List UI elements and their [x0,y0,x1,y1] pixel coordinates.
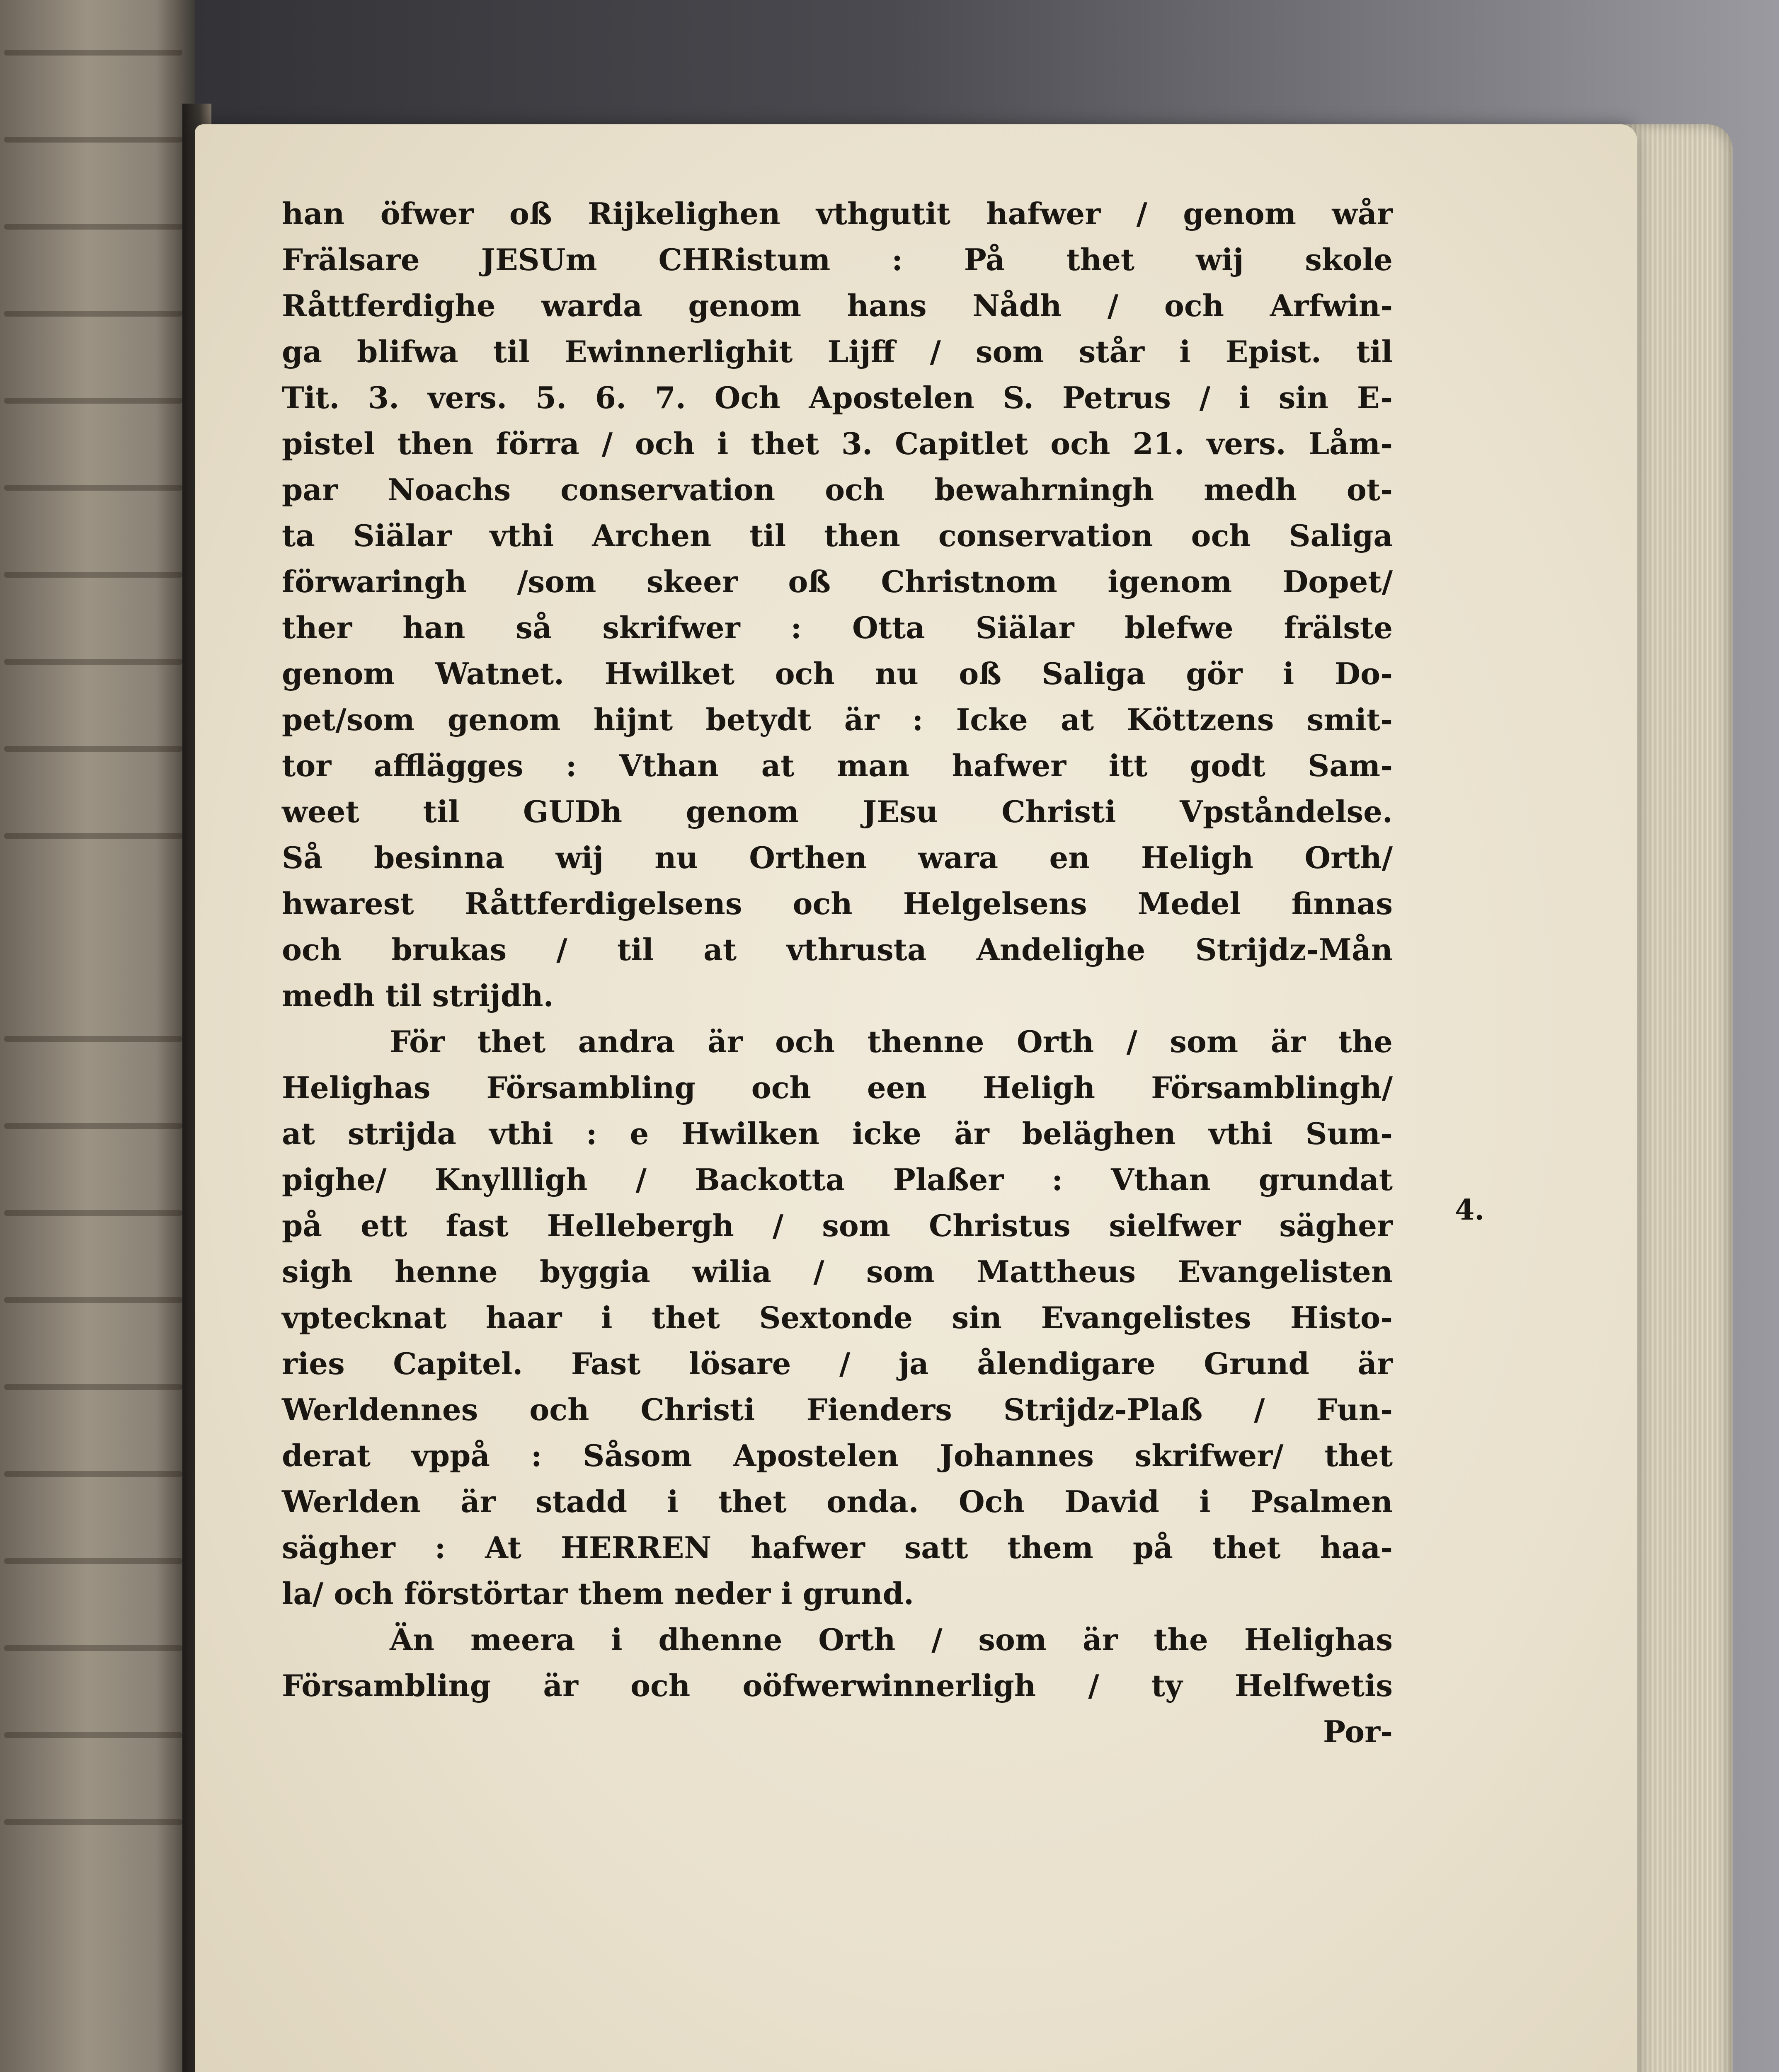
text-line: Försambling är och oöfwerwinnerligh / ty Helfwetis [282,1668,1393,1703]
text-line: la/ och förstörtar them neder i grund. [282,1576,914,1611]
text-line: weet til GUDh genom JEsu Christi Vpståndelse. [282,794,1393,829]
text-line: par Noachs conservation och bewahrningh medh ot- [282,472,1393,507]
text-line: och brukas / til at vthrusta Andelighe Strijdz-Mån [282,932,1393,967]
text-line: Än meera i dhenne Orth / som är the Helighas [390,1622,1393,1657]
text-line: tor afflägges : Vthan at man hafwer itt godt Sam- [282,748,1393,783]
catchword: Por- [1323,1714,1393,1749]
text-line: på ett fast Hellebergh / som Christus sielfwer sägher [282,1208,1393,1243]
text-line: genom Watnet. Hwilket och nu oß Saliga gör i Do- [282,656,1393,691]
text-line: pet/som genom hijnt betydt är : Icke at Köttzens smit- [282,702,1393,737]
text-line: sigh henne byggia wilia / som Mattheus Evangelisten [282,1254,1393,1289]
left-page-text-fragment [4,746,182,752]
left-page-text-fragment [4,833,182,839]
text-line: pighe/ Knyllligh / Backotta Plaßer : Vthan grundat [282,1162,1393,1197]
text-line: Werlden är stadd i thet onda. Och David i Psalmen [282,1484,1393,1519]
text-line: han öfwer oß Rijkelighen vthgutit hafwer / genom wår [282,196,1393,231]
text-line: medh til strijdh. [282,978,554,1013]
left-page-text-fragment [4,1036,182,1042]
text-line: hwarest Råttferdigelsens och Helgelsens Medel finnas [282,886,1393,921]
left-page-text-fragment [4,224,182,230]
text-line: at strijda vthi : e Hwilken icke är beläghen vthi Sum- [282,1116,1393,1151]
left-facing-page [0,0,195,2072]
margin-number: 4. [1455,1193,1484,1227]
left-page-text-fragment [4,1384,182,1390]
page-body-text [282,191,1393,1755]
left-page-text-fragment [4,398,182,404]
left-page-text-fragment [4,1732,182,1738]
left-page-text-fragment [4,1297,182,1303]
text-line: Råttferdighe warda genom hans Nådh / och Arfwin- [282,288,1393,323]
text-line: Frälsare JESUm CHRistum : På thet wij skole [282,242,1393,277]
text-line: ther han så skrifwer : Otta Siälar blefwe frälste [282,610,1393,645]
text-line: sägher : At HERREN hafwer satt them på thet haa- [282,1530,1393,1565]
text-line: ga blifwa til Ewinnerlighit Lijff / som står i Epist. til [282,334,1393,369]
text-line: derat vppå : Såsom Apostelen Johannes skrifwer/ thet [282,1438,1393,1473]
left-page-text-fragment [4,1558,182,1564]
text-line: Werldennes och Christi Fienders Strijdz-Plaß / Fun- [282,1392,1393,1427]
text-line: pistel then förra / och i thet 3. Capitlet och 21. vers. Låm- [282,426,1393,461]
text-line: förwaringh /som skeer oß Christnom igenom Dopet/ [282,564,1393,599]
left-page-text-fragment [4,137,182,143]
text-line: Helighas Försambling och een Heligh Församblingh/ [282,1070,1393,1105]
left-page-text-fragment [4,1471,182,1477]
left-page-text-fragment [4,572,182,578]
left-page-text-fragment [4,311,182,317]
left-page-text-fragment [4,1210,182,1216]
left-page-text-fragment [4,1819,182,1825]
text-line: vptecknat haar i thet Sextonde sin Evangelistes Histo- [282,1300,1393,1335]
text-line: För thet andra är och thenne Orth / som är the [390,1024,1393,1059]
text-line: Tit. 3. vers. 5. 6. 7. Och Apostelen S. Petrus / i sin E- [282,380,1393,415]
text-line: ries Capitel. Fast lösare / ja ålendigare Grund är [282,1346,1393,1381]
left-page-text-fragment [4,485,182,491]
left-page-text-fragment [4,1645,182,1651]
left-page-text-fragment [4,1123,182,1129]
left-page-text-fragment [4,50,182,56]
text-line: ta Siälar vthi Archen til then conservation och Saliga [282,518,1393,553]
left-page-text-fragment [4,659,182,665]
text-line: Så besinna wij nu Orthen wara en Heligh Orth/ [282,840,1393,875]
